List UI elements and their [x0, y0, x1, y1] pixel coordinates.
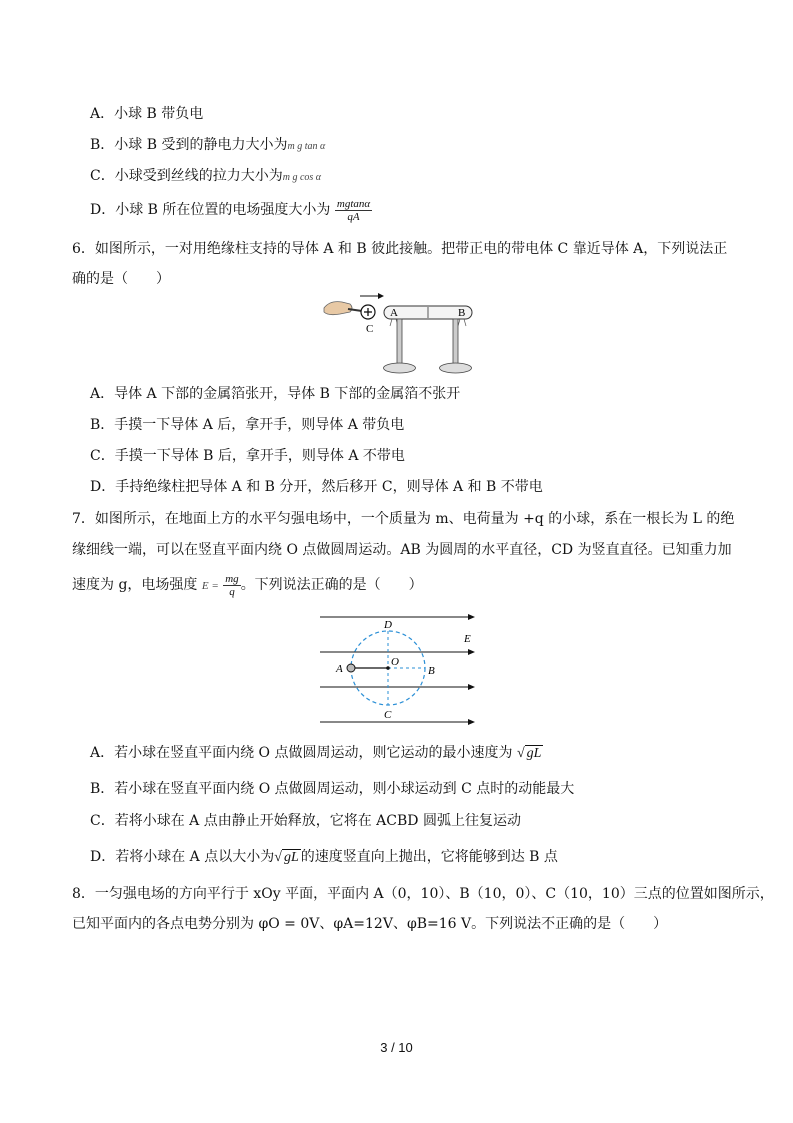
- q7-label-c: C: [384, 709, 392, 721]
- q6-option-c: C．手摸一下导体 B 后，拿开手，则导体 A 不带电: [90, 448, 405, 464]
- q7-stem-line-3-text: 速度为 g，电场强度: [72, 577, 198, 593]
- q5-option-b: [90, 135, 325, 157]
- q7-option-b: B．若小球在竖直平面内绕 O 点做圆周运动，则小球运动到 C 点时的动能最大: [90, 781, 575, 797]
- q7-field-denominator: q: [229, 585, 235, 598]
- q7-label-b: B: [428, 665, 435, 677]
- q7-option-a-radicand: gL: [526, 746, 542, 761]
- q6-option-d: D．手持绝缘柱把导体 A 和 B 分开，然后移开 C，则导体 A 和 B 不带电: [90, 479, 543, 495]
- q6-stem-line-2: 确的是（ ）: [72, 271, 170, 287]
- q5-option-d-numerator: mgtanα: [336, 197, 371, 210]
- hand-icon: [324, 302, 352, 315]
- q7-label-e: E: [464, 633, 471, 645]
- q5-option-d-denominator: qA: [347, 210, 360, 223]
- q6-label-c: C: [366, 323, 374, 335]
- q5-option-d-fraction: [335, 198, 372, 223]
- q7-field-figure: [318, 612, 480, 727]
- q7-option-d-radicand: gL: [283, 850, 299, 865]
- q7-option-d-sqrt: √ gL: [274, 850, 299, 865]
- q7-option-a-sqrt: √ gL: [516, 746, 542, 761]
- q6-stem-line-1: 6．如图所示，一对用绝缘柱支持的导体 A 和 B 彼此接触。把带正电的带电体 C 靠近导体 A，下列说法正: [72, 241, 728, 257]
- q5-option-c-math: m g cos α: [282, 172, 322, 183]
- q5-option-c: [90, 166, 321, 188]
- q7-option-a: [90, 741, 543, 766]
- q7-label-o: O: [391, 656, 399, 668]
- q6-conductor-figure: [320, 290, 480, 380]
- q7-field-numerator: mg: [225, 572, 239, 585]
- q5-option-a: A．小球 B 带负电: [90, 106, 204, 122]
- q6-option-b: B．手摸一下导体 A 后，拿开手，则导体 A 带负电: [90, 417, 405, 433]
- q7-option-d: [90, 845, 558, 870]
- q7-stem-line-2: 缘细线一端，可以在竖直平面内绕 O 点做圆周运动。AB 为圆周的水平直径，CD 为竖直直径。已知重力加: [72, 542, 732, 558]
- q7-field-fraction: [223, 573, 240, 598]
- q7-option-a-text: A．若小球在竖直平面内绕 O 点做圆周运动，则它运动的最小速度为: [90, 745, 513, 761]
- q5-option-d-text: D．小球 B 所在位置的电场强度大小为: [90, 202, 331, 218]
- q5-option-b-math: m g tan α: [287, 141, 326, 152]
- q7-label-a: A: [336, 663, 343, 675]
- page-number: 3 / 10: [380, 1040, 413, 1055]
- q6-label-b: B: [458, 307, 466, 319]
- q7-stem-line-3: [72, 570, 423, 601]
- q8-stem-line-2: 已知平面内的各点电势分别为 φO = 0V、φA=12V、φB=16 V。下列说法不正确的是（ ）: [72, 916, 668, 932]
- q7-option-d-text-1: D．若将小球在 A 点以大小为: [90, 849, 275, 865]
- q5-option-c-text: C．小球受到丝线的拉力大小为: [90, 168, 283, 184]
- q7-stem-line-3-end: 。下列说法正确的是（ ）: [240, 577, 423, 593]
- q7-stem-line-1: 7．如图所示，在地面上方的水平匀强电场中，一个质量为 m、电荷量为 +q 的小球，系在一根长为 L 的绝: [72, 511, 735, 527]
- q5-option-d: [90, 196, 372, 224]
- q7-field-symbol: E =: [201, 580, 219, 592]
- q7-option-d-text-2: 的速度竖直向上抛出，它将能够到达 B 点: [300, 849, 558, 865]
- q7-label-d: D: [384, 619, 392, 631]
- q7-option-c: C．若将小球在 A 点由静止开始释放，它将在 ACBD 圆弧上往复运动: [90, 813, 521, 829]
- q6-label-a: A: [390, 307, 398, 319]
- q5-option-b-text: B．小球 B 受到的静电力大小为: [90, 137, 288, 153]
- q8-stem-line-1: 8．一匀强电场的方向平行于 xOy 平面，平面内 A（0，10）、B（10，0）、C（10，10）三点的位置如图所示，: [72, 886, 774, 902]
- q6-option-a: A．导体 A 下部的金属箔张开，导体 B 下部的金属箔不张开: [90, 386, 461, 402]
